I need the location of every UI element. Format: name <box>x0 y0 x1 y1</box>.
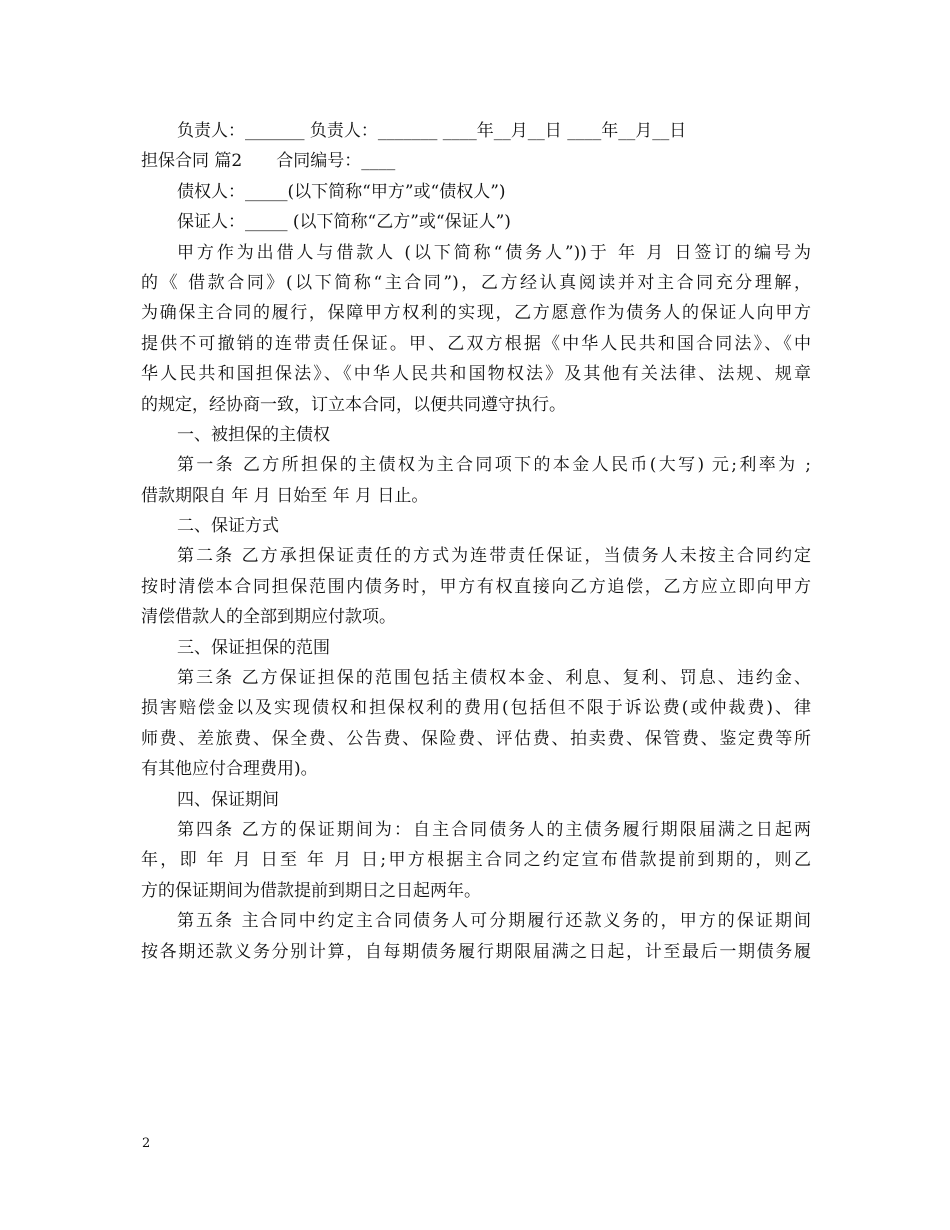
article-3-line-3: 师费、差旅费、保全费、公告费、保险费、评估费、拍卖费、保管费、鉴定费等所 <box>141 728 811 749</box>
guarantor-line: 保证人：_____ (以下简称“乙方”或“保证人”) <box>177 212 511 233</box>
creditor-line: 债权人：_____(以下简称“甲方”或“债权人”) <box>177 181 506 202</box>
article-1-line-1: 第一条 乙方所担保的主债权为主合同项下的本金人民币(大写) 元;利率为 ; <box>177 455 811 476</box>
article-5-line-2: 按各期还款义务分别计算，自每期债务履行期限届满之日起，计至最后一期债务履 <box>141 941 811 962</box>
article-4-line-1: 第四条 乙方的保证期间为：自主合同债务人的主债务履行期限届满之日起两 <box>177 819 811 840</box>
article-4-line-2: 年，即 年 月 日至 年 月 日;甲方根据主合同之约定宣布借款提前到期的，则乙 <box>141 850 811 871</box>
signature-line: 负责人：_______ 负责人：_______ ____年__月__日 ____年__月__日 <box>177 121 687 141</box>
page-number: 2 <box>142 1136 151 1151</box>
section-heading-4: 四、保证期间 <box>177 789 279 810</box>
section-heading-2: 二、保证方式 <box>177 516 279 537</box>
preamble-line-4: 提供不可撤销的连带责任保证。甲、乙双方根据《中华人民共和国合同法》、《中 <box>141 333 811 354</box>
article-2-line-1: 第二条 乙方承担保证责任的方式为连带责任保证，当债务人未按主合同约定 <box>177 546 811 567</box>
section-heading-3: 三、保证担保的范围 <box>177 637 330 658</box>
article-2-line-2: 按时清偿本合同担保范围内债务时，甲方有权直接向乙方追偿，乙方应立即向甲方 <box>141 576 811 597</box>
article-4-line-3: 方的保证期间为借款提前到期日之日起两年。 <box>141 880 481 901</box>
article-3-line-4: 有其他应付合理费用)。 <box>141 759 318 780</box>
preamble-line-3: 为确保主合同的履行，保障甲方权利的实现，乙方愿意作为债务人的保证人向甲方 <box>141 303 811 324</box>
preamble-line-6: 的规定，经协商一致，订立本合同，以便共同遵守执行。 <box>141 394 566 415</box>
contract-heading: 担保合同 篇2 合同编号：____ <box>141 151 396 172</box>
document-body <box>141 116 811 967</box>
article-1-line-2: 借款期限自 年 月 日始至 年 月 日止。 <box>141 485 429 506</box>
article-3-line-1: 第三条 乙方保证担保的范围包括主债权本金、利息、复利、罚息、违约金、 <box>177 668 811 689</box>
preamble-line-5: 华人民共和国担保法》、《中华人民共和国物权法》及其他有关法律、法规、规章 <box>141 364 811 385</box>
article-5-line-1: 第五条 主合同中约定主合同债务人可分期履行还款义务的，甲方的保证期间 <box>177 911 811 932</box>
article-3-line-2: 损害赔偿金以及实现债权和担保权利的费用(包括但不限于诉讼费(或仲裁费)、律 <box>141 698 811 719</box>
preamble-line-2: 的《 借款合同》(以下简称“主合同”)，乙方经认真阅读并对主合同充分理解， <box>141 272 811 293</box>
preamble-line-1: 甲方作为出借人与借款人 (以下简称“债务人”))于 年 月 日签订的编号为 <box>177 242 811 263</box>
section-heading-1: 一、被担保的主债权 <box>177 424 330 445</box>
article-2-line-3: 清偿借款人的全部到期应付款项。 <box>141 607 396 628</box>
